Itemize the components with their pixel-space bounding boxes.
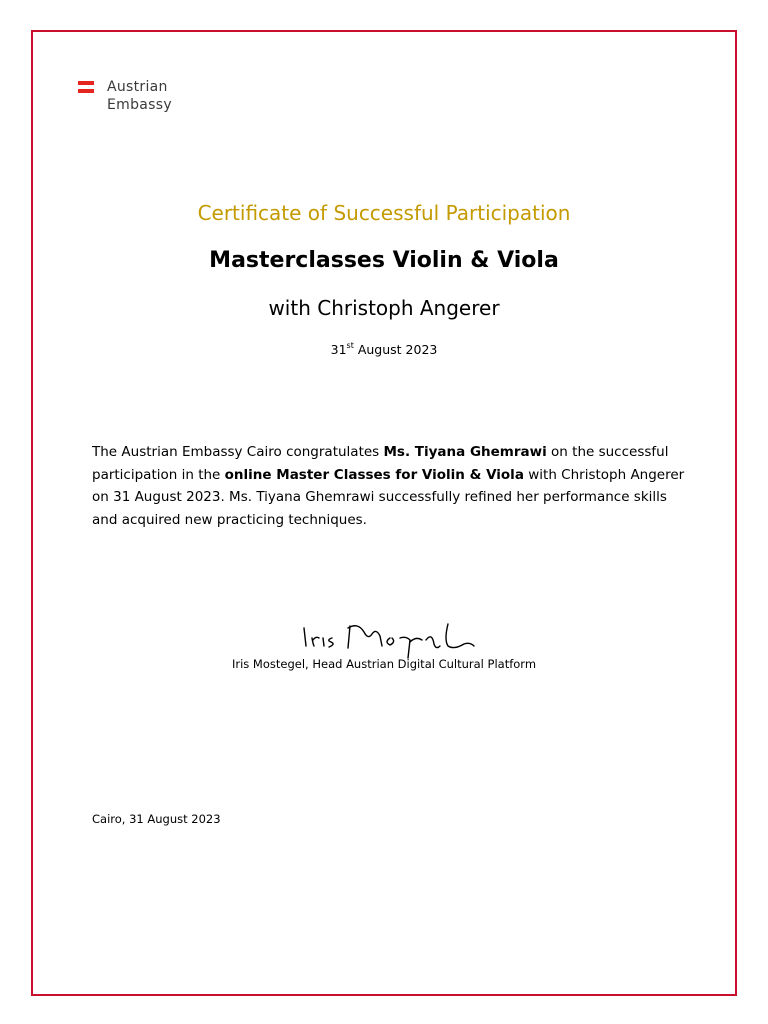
body-text-part-2: on the successful participation in the bbox=[92, 444, 669, 483]
logo-line-1: Austrian bbox=[107, 79, 168, 95]
austrian-flag-icon bbox=[78, 81, 94, 93]
austrian-embassy-logo bbox=[78, 78, 172, 114]
body-text-part-1: The Austrian Embassy Cairo congratulates bbox=[92, 444, 384, 460]
logo-text bbox=[107, 78, 172, 114]
date-suffix: st bbox=[346, 341, 354, 350]
date-day: 31 bbox=[330, 342, 347, 357]
date-rest: August 2023 bbox=[353, 342, 438, 357]
certificate-body bbox=[92, 441, 692, 531]
signature-caption: Iris Mostegel, Head Austrian Digital Cultural Platform bbox=[231, 657, 537, 671]
place-and-date: Cairo, 31 August 2023 bbox=[92, 812, 221, 826]
logo-line-2: Embassy bbox=[107, 97, 172, 113]
body-text-part-3: with Christoph Angerer on 31 August 2023. Ms. Tiyana Ghemrawi successfully refined her performance skills and acquired new practicing techniques. bbox=[92, 466, 685, 528]
recipient-name: Ms. Tiyana Ghemrawi bbox=[383, 444, 547, 460]
certificate-title: Masterclasses Violin & Viola bbox=[209, 248, 559, 273]
handwritten-signature bbox=[298, 618, 478, 660]
certificate-date bbox=[0, 341, 768, 357]
instructor-line: with Christoph Angerer bbox=[268, 296, 500, 320]
course-name: online Master Classes for Violin & Viola bbox=[224, 466, 524, 483]
certificate-subtitle: Certificate of Successful Participation bbox=[197, 201, 571, 225]
